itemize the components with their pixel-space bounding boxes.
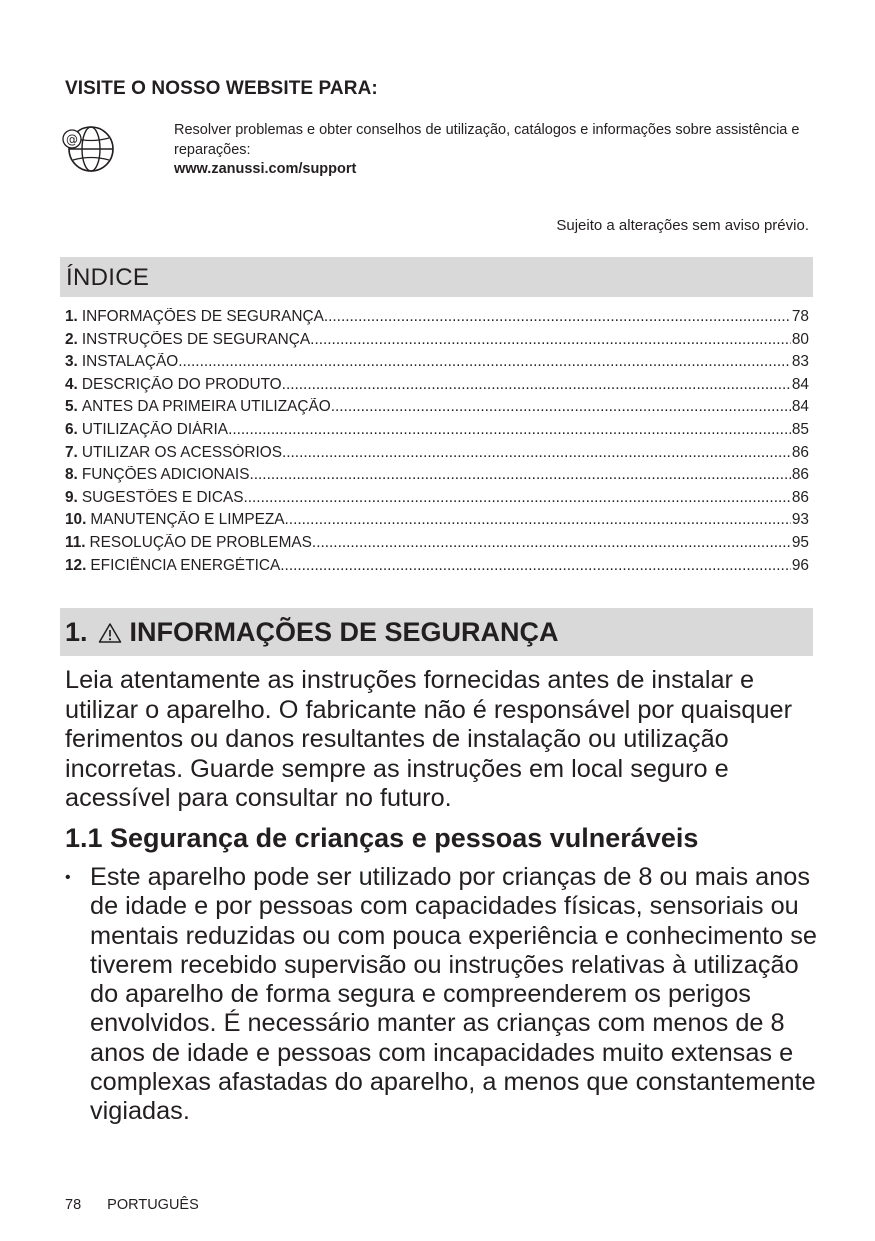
toc-item-page: 85 <box>791 420 809 438</box>
toc-item-label: RESOLUÇÃO DE PROBLEMAS <box>89 533 312 551</box>
warning-triangle-icon <box>98 622 122 644</box>
toc-item-number: 9. <box>65 488 78 506</box>
toc-item-number: 5. <box>65 398 78 416</box>
toc-leader-dots <box>178 353 791 371</box>
toc-item-label: INSTALAÇÃO <box>81 353 179 371</box>
footer-language: PORTUGUÊS <box>107 1197 199 1213</box>
toc-leader-dots <box>282 444 791 462</box>
section-title-text: INFORMAÇÕES DE SEGURANÇA <box>129 617 559 647</box>
change-notice: Sujeito a alterações sem aviso prévio. <box>556 217 809 234</box>
toc-leader-dots <box>280 557 791 575</box>
support-url-link[interactable]: www.zanussi.com/support <box>174 161 357 177</box>
toc-item-label: DESCRIÇÃO DO PRODUTO <box>81 375 282 393</box>
toc-item[interactable] <box>65 466 809 489</box>
toc-leader-dots <box>228 421 791 439</box>
section-title <box>65 617 559 648</box>
toc-leader-dots <box>324 308 791 326</box>
toc-item-number: 4. <box>65 375 78 393</box>
toc-item-label: INFORMAÇÕES DE SEGURANÇA <box>81 308 324 325</box>
toc-item[interactable] <box>65 308 809 331</box>
bullet-icon: • <box>65 869 71 886</box>
toc-item-label: MANUTENÇÃO E LIMPEZA <box>90 511 285 529</box>
toc-item-number: 1. <box>65 308 78 325</box>
visit-text: Resolver problemas e obter conselhos de utilização, catálogos e informações sobre assistência e reparações: <box>174 122 800 158</box>
toc-item[interactable] <box>65 534 809 557</box>
toc-leader-dots <box>310 331 791 349</box>
toc-item-label: EFICIÊNCIA ENERGÉTICA <box>90 556 281 574</box>
visit-description <box>174 121 814 180</box>
index-header-bar <box>60 257 813 297</box>
toc-item-number: 7. <box>65 443 78 461</box>
toc-item-page: 95 <box>791 533 809 551</box>
toc-item-page: 84 <box>791 398 809 416</box>
toc-item-page: 80 <box>791 330 809 348</box>
toc-item-page: 86 <box>791 488 809 506</box>
toc-item-number: 2. <box>65 330 78 348</box>
toc-item[interactable] <box>65 557 809 580</box>
toc-item-label: ANTES DA PRIMEIRA UTILIZAÇÃO <box>81 398 331 416</box>
visit-website-heading: VISITE O NOSSO WEBSITE PARA: <box>65 78 378 99</box>
toc-item-page: 86 <box>791 466 809 484</box>
toc-leader-dots <box>312 534 791 552</box>
toc-leader-dots <box>331 398 791 416</box>
table-of-contents <box>65 308 809 579</box>
toc-item-label: FUNÇÕES ADICIONAIS <box>81 466 250 484</box>
toc-leader-dots <box>249 466 790 484</box>
toc-item-label: UTILIZAR OS ACESSÓRIOS <box>81 443 282 461</box>
toc-item-page: 84 <box>791 375 809 393</box>
svg-text:@: @ <box>66 132 78 147</box>
toc-item-number: 6. <box>65 420 78 438</box>
toc-item[interactable] <box>65 489 809 512</box>
bullet-text: Este aparelho pode ser utilizado por crianças de 8 ou mais anos de idade e por pessoas com capacidades físicas, sensoriais ou mentais reduzidas ou com pouca experiência e conhecimento se tiverem recebido supervisão ou instruções relativas à utilização do aparelho de forma segura e compreenderem os perigos envolvidos. É necessário manter as crianças com menos de 8 anos de idade e pessoas com incapacidades muito extensas e complexas afastadas do aparelho, a menos que constantemente vigiadas. <box>90 863 818 1126</box>
toc-item-page: 93 <box>791 511 809 529</box>
toc-item-number: 10. <box>65 511 87 529</box>
toc-item[interactable] <box>65 331 809 354</box>
toc-item-page: 78 <box>791 308 809 325</box>
list-item <box>65 863 825 1127</box>
toc-item-label: UTILIZAÇÃO DIÁRIA <box>81 420 229 438</box>
toc-leader-dots <box>243 489 790 507</box>
toc-item-number: 8. <box>65 466 78 484</box>
index-title: ÍNDICE <box>66 264 150 291</box>
section-number: 1. <box>65 617 88 647</box>
toc-item-number: 12. <box>65 556 87 574</box>
toc-item[interactable] <box>65 376 809 399</box>
subsection-title: 1.1 Segurança de crianças e pessoas vulneráveis <box>65 823 699 853</box>
toc-item-label: SUGESTÕES E DICAS <box>81 488 244 506</box>
toc-leader-dots <box>285 511 791 529</box>
intro-paragraph: Leia atentamente as instruções fornecidas antes de instalar e utilizar o aparelho. O fabricante não é responsável por quaisquer ferimentos ou danos resultantes de instalação ou utilização incorretas. Guarde sempre as instruções em local seguro e acessível para consultar no futuro. <box>65 666 793 812</box>
toc-item-label: INSTRUÇÕES DE SEGURANÇA <box>81 330 311 348</box>
section-header-bar <box>60 608 813 656</box>
toc-item[interactable] <box>65 398 809 421</box>
toc-item-page: 86 <box>791 443 809 461</box>
toc-leader-dots <box>282 376 791 394</box>
page-footer <box>65 1197 199 1213</box>
globe-at-icon <box>58 123 116 175</box>
toc-item[interactable] <box>65 444 809 467</box>
toc-item[interactable] <box>65 421 809 444</box>
toc-item-page: 96 <box>791 556 809 574</box>
toc-item[interactable] <box>65 511 809 534</box>
toc-item-number: 11. <box>65 533 86 551</box>
toc-item[interactable] <box>65 353 809 376</box>
toc-item-number: 3. <box>65 353 78 371</box>
page-number: 78 <box>65 1197 82 1213</box>
toc-item-page: 83 <box>791 353 809 371</box>
safety-bullet-list <box>65 863 825 1127</box>
